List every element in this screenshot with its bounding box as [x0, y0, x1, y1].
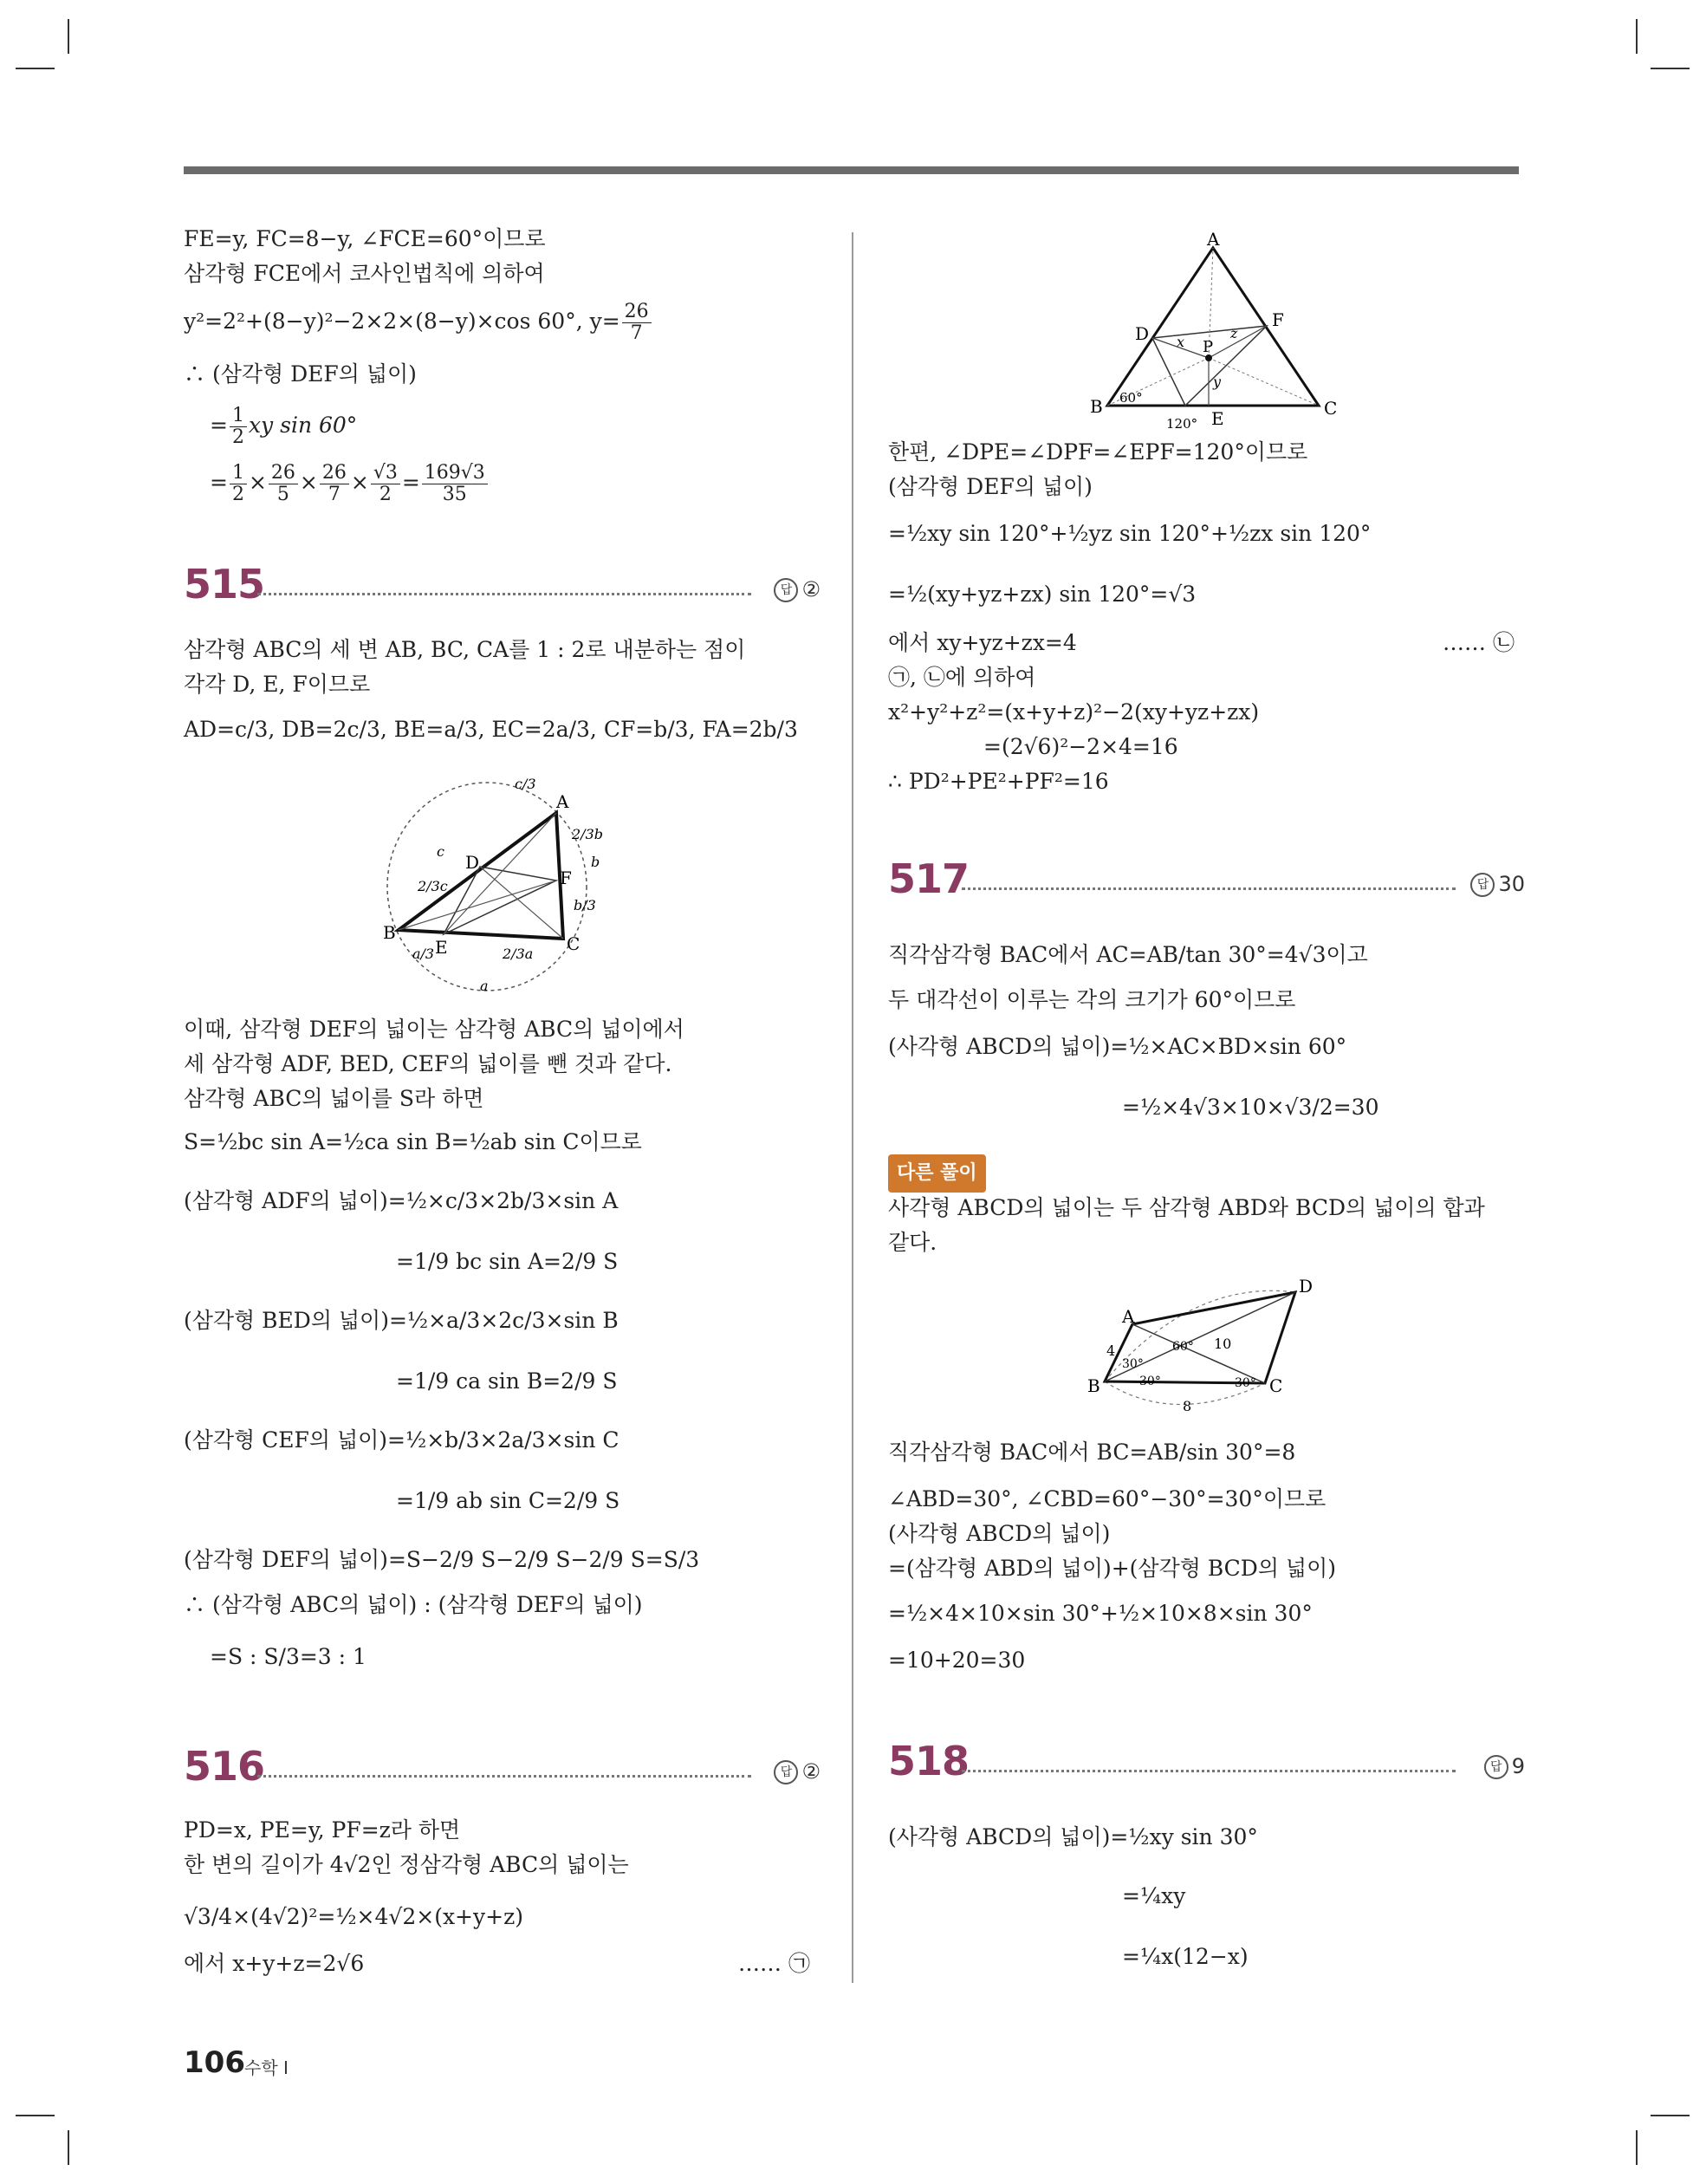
- answer-icon: 답: [1484, 1755, 1508, 1779]
- crop-mark: [16, 68, 55, 69]
- equation-marker: …… ㉡: [1443, 630, 1515, 655]
- column-divider: [852, 232, 853, 1983]
- equation-line: =10+20=30: [888, 1648, 1026, 1673]
- label-b: B: [1087, 1375, 1100, 1396]
- text-line: ∴ (삼각형 DEF의 넓이): [184, 361, 417, 387]
- label-x: x: [1177, 334, 1185, 350]
- equation-line: (삼각형 ADF의 넓이)=½×c/3×2b/3×sin A: [184, 1188, 619, 1213]
- equation-line: (삼각형 DEF의 넓이)=S−2/9 S−2/9 S−2/9 S=S/3: [184, 1547, 700, 1572]
- label-b: B: [1090, 396, 1103, 417]
- dotted-leader: [962, 887, 1456, 890]
- text-line: 사각형 ABCD의 넓이는 두 삼각형 ABD와 BCD의 넓이의 합과: [888, 1195, 1485, 1220]
- equation-line: x²+y²+z²=(x+y+z)²−2(xy+yz+zx): [888, 699, 1260, 725]
- label-z: z: [1230, 325, 1238, 341]
- triangle-figure-516: [1083, 232, 1343, 432]
- page-number: 106: [184, 2045, 245, 2080]
- page-subject: 수학 I: [244, 2057, 289, 2078]
- answer-badge: 답 ②: [774, 1754, 821, 1789]
- answer-badge: 답 ②: [774, 572, 821, 607]
- problem-number: 515: [184, 561, 265, 608]
- label-c: C: [567, 933, 581, 954]
- label-angle-120: 120°: [1166, 416, 1198, 432]
- crop-mark: [1651, 68, 1690, 69]
- label-y: y: [1213, 374, 1222, 390]
- text-line: 삼각형 ABC의 세 변 AB, BC, CA를 1 : 2로 내분하는 점이: [184, 637, 746, 662]
- label-angle-60: 60°: [1172, 1340, 1194, 1354]
- equation-line: ∴ PD²+PE²+PF²=16: [888, 769, 1109, 794]
- segment: [444, 813, 556, 934]
- label-b: b: [591, 854, 600, 870]
- label-angle-30: 30°: [1235, 1376, 1256, 1390]
- alt-solution-tag: 다른 풀이: [888, 1154, 986, 1193]
- text-line: 두 대각선이 이루는 각의 크기가 60°이므로: [888, 987, 1296, 1012]
- label-a: A: [1122, 1306, 1135, 1327]
- label-d: D: [1135, 323, 1150, 344]
- text-line: 각각 D, E, F이므로: [184, 672, 371, 697]
- crop-mark: [1636, 19, 1638, 54]
- equation-line: = $\frac{1}{2}$ xy sin 60°: [210, 405, 358, 448]
- text-line: (삼각형 DEF의 넓이): [888, 474, 1093, 499]
- equation-line: (사각형 ABCD의 넓이)=½xy sin 30°: [888, 1824, 1258, 1849]
- label-p: P: [1203, 338, 1214, 356]
- text-line: 한편, ∠DPE=∠DPF=∠EPF=120°이므로: [888, 439, 1308, 465]
- equation-line: (삼각형 BED의 넓이)=½×a/3×2c/3×sin B: [184, 1308, 619, 1333]
- equation-line: =¼xy: [1122, 1883, 1186, 1908]
- equation-line: = $\frac{1}{2}$ × $\frac{26}{5}$ × $\frac{26}{7}$ × $\frac{√3}{2}$ = $\frac{169√3}{35}$: [210, 463, 490, 505]
- text-line: 이때, 삼각형 DEF의 넓이는 삼각형 ABC의 넓이에서: [184, 1017, 684, 1042]
- equation-text: y²=2²+(8−y)²−2×2×(8−y)×cos 60°, y=: [184, 309, 620, 334]
- equation-line: =1/9 ab sin C=2/9 S: [396, 1488, 620, 1513]
- header-bar: [184, 166, 1519, 174]
- answer-icon: 답: [774, 578, 798, 602]
- label-c: C: [1324, 398, 1338, 419]
- label-side-8: 8: [1183, 1398, 1192, 1414]
- equation-line: (사각형 ABCD의 넓이)=½×AC×BD×sin 60°: [888, 1034, 1347, 1059]
- label-c: C: [1269, 1375, 1283, 1396]
- equation-line: =S : S/3=3 : 1: [210, 1644, 366, 1669]
- problem-header-518: [888, 1738, 1525, 1787]
- label-a: a: [480, 978, 489, 994]
- triangle-def: [444, 867, 556, 934]
- label-angle-30: 30°: [1139, 1375, 1161, 1388]
- text-line: 한 변의 길이가 4√2인 정삼각형 ABC의 넓이는: [184, 1852, 629, 1877]
- text-line: 같다.: [888, 1230, 937, 1255]
- label-side-4: 4: [1106, 1342, 1116, 1359]
- label-a: A: [1207, 232, 1220, 250]
- segment: [480, 867, 563, 939]
- label-f: F: [560, 868, 572, 888]
- problem-header-515: [184, 561, 821, 610]
- equation-line: ∠ABD=30°, ∠CBD=60°−30°=30°이므로: [888, 1486, 1327, 1511]
- answer-badge: 답 30: [1470, 867, 1525, 901]
- crop-mark: [16, 2115, 55, 2116]
- problem-number: 518: [888, 1738, 970, 1784]
- problem-header-516: [184, 1743, 821, 1792]
- crop-mark: [68, 19, 69, 54]
- label-c3: c/3: [515, 776, 536, 792]
- triangle-figure-515: [383, 770, 608, 1004]
- label-angle-60: 60°: [1119, 390, 1143, 406]
- equation-line: =1/9 ca sin B=2/9 S: [396, 1368, 618, 1394]
- text-line: FE=y, FC=8−y, ∠FCE=60°이므로: [184, 226, 546, 251]
- crop-mark: [68, 2130, 69, 2165]
- label-d: D: [465, 852, 480, 873]
- text-line: ㉠, ㉡에 의하여: [888, 665, 1036, 690]
- text-line: =(삼각형 ABD의 넓이)+(삼각형 BCD의 넓이): [888, 1556, 1336, 1581]
- equation-line: 에서 x+y+z=2√6: [184, 1951, 365, 1976]
- label-e: E: [1211, 408, 1224, 429]
- quadrilateral-figure-517: [1087, 1262, 1330, 1418]
- equation-line: 에서 xy+yz+zx=4: [888, 630, 1077, 655]
- label-a23: 2/3a: [503, 946, 534, 962]
- text-line: 세 삼각형 ADF, BED, CEF의 넓이를 뺀 것과 같다.: [184, 1051, 672, 1076]
- equation-line: =½×4×10×sin 30°+½×10×8×sin 30°: [888, 1601, 1313, 1626]
- label-a: A: [556, 791, 569, 812]
- equation-line: ∴ (삼각형 ABC의 넓이) : (삼각형 DEF의 넓이): [184, 1592, 643, 1617]
- equation-line: =1/9 bc sin A=2/9 S: [396, 1249, 619, 1274]
- equation-line: =(2√6)²−2×4=16: [983, 734, 1178, 759]
- label-c: c: [437, 843, 444, 860]
- label-c23: 2/3c: [418, 878, 448, 894]
- label-a3: a/3: [412, 946, 435, 962]
- equation-line: =¼x(12−x): [1122, 1944, 1249, 1969]
- equation-line: =½xy sin 120°+½yz sin 120°+½zx sin 120°: [888, 521, 1372, 546]
- equation-line: =½(xy+yz+zx) sin 120°=√3: [888, 582, 1197, 607]
- dotted-leader: [962, 1770, 1456, 1772]
- label-d: D: [1299, 1276, 1314, 1297]
- text-line: PD=x, PE=y, PF=z라 하면: [184, 1817, 461, 1843]
- label-e: E: [435, 937, 448, 958]
- label-b: B: [383, 922, 396, 943]
- fraction: $\frac{26}{7}$: [622, 302, 652, 344]
- equation-line: 직각삼각형 BAC에서 AC=AB/tan 30°=4√3이고: [888, 942, 1368, 967]
- text-line: 삼각형 FCE에서 코사인법칙에 의하여: [184, 261, 545, 286]
- equation-line: (삼각형 CEF의 넓이)=½×b/3×2a/3×sin C: [184, 1427, 619, 1453]
- label-b23: 2/3b: [572, 826, 603, 842]
- dotted-leader: [257, 1775, 751, 1778]
- label-b3: b/3: [574, 897, 596, 913]
- text-line: (사각형 ABCD의 넓이): [888, 1521, 1111, 1546]
- problem-number: 516: [184, 1743, 265, 1790]
- crop-mark: [1636, 2130, 1638, 2165]
- text-line: 삼각형 ABC의 넓이를 S라 하면: [184, 1086, 484, 1111]
- label-side-10: 10: [1214, 1336, 1232, 1352]
- crop-mark: [1651, 2115, 1690, 2116]
- equation-line: 직각삼각형 BAC에서 BC=AB/sin 30°=8: [888, 1440, 1296, 1465]
- label-angle-30: 30°: [1122, 1357, 1144, 1371]
- answer-icon: 답: [1470, 873, 1495, 897]
- equation-marker: …… ㉠: [738, 1951, 810, 1976]
- dotted-leader: [257, 593, 751, 595]
- equation-line: =½×4√3×10×√3/2=30: [1122, 1095, 1379, 1120]
- equation-line: AD=c/3, DB=2c/3, BE=a/3, EC=2a/3, CF=b/3, FA=2b/3: [184, 717, 798, 742]
- equation-line: S=½bc sin A=½ca sin B=½ab sin C이므로: [184, 1129, 642, 1154]
- label-f: F: [1272, 309, 1284, 330]
- answer-icon: 답: [774, 1760, 798, 1784]
- problem-header-517: [888, 855, 1525, 905]
- equation-line: √3/4×(4√2)²=½×4√2×(x+y+z): [184, 1904, 523, 1929]
- answer-badge: 답 9: [1484, 1749, 1525, 1784]
- problem-number: 517: [888, 855, 970, 902]
- equation-line: [184, 302, 653, 344]
